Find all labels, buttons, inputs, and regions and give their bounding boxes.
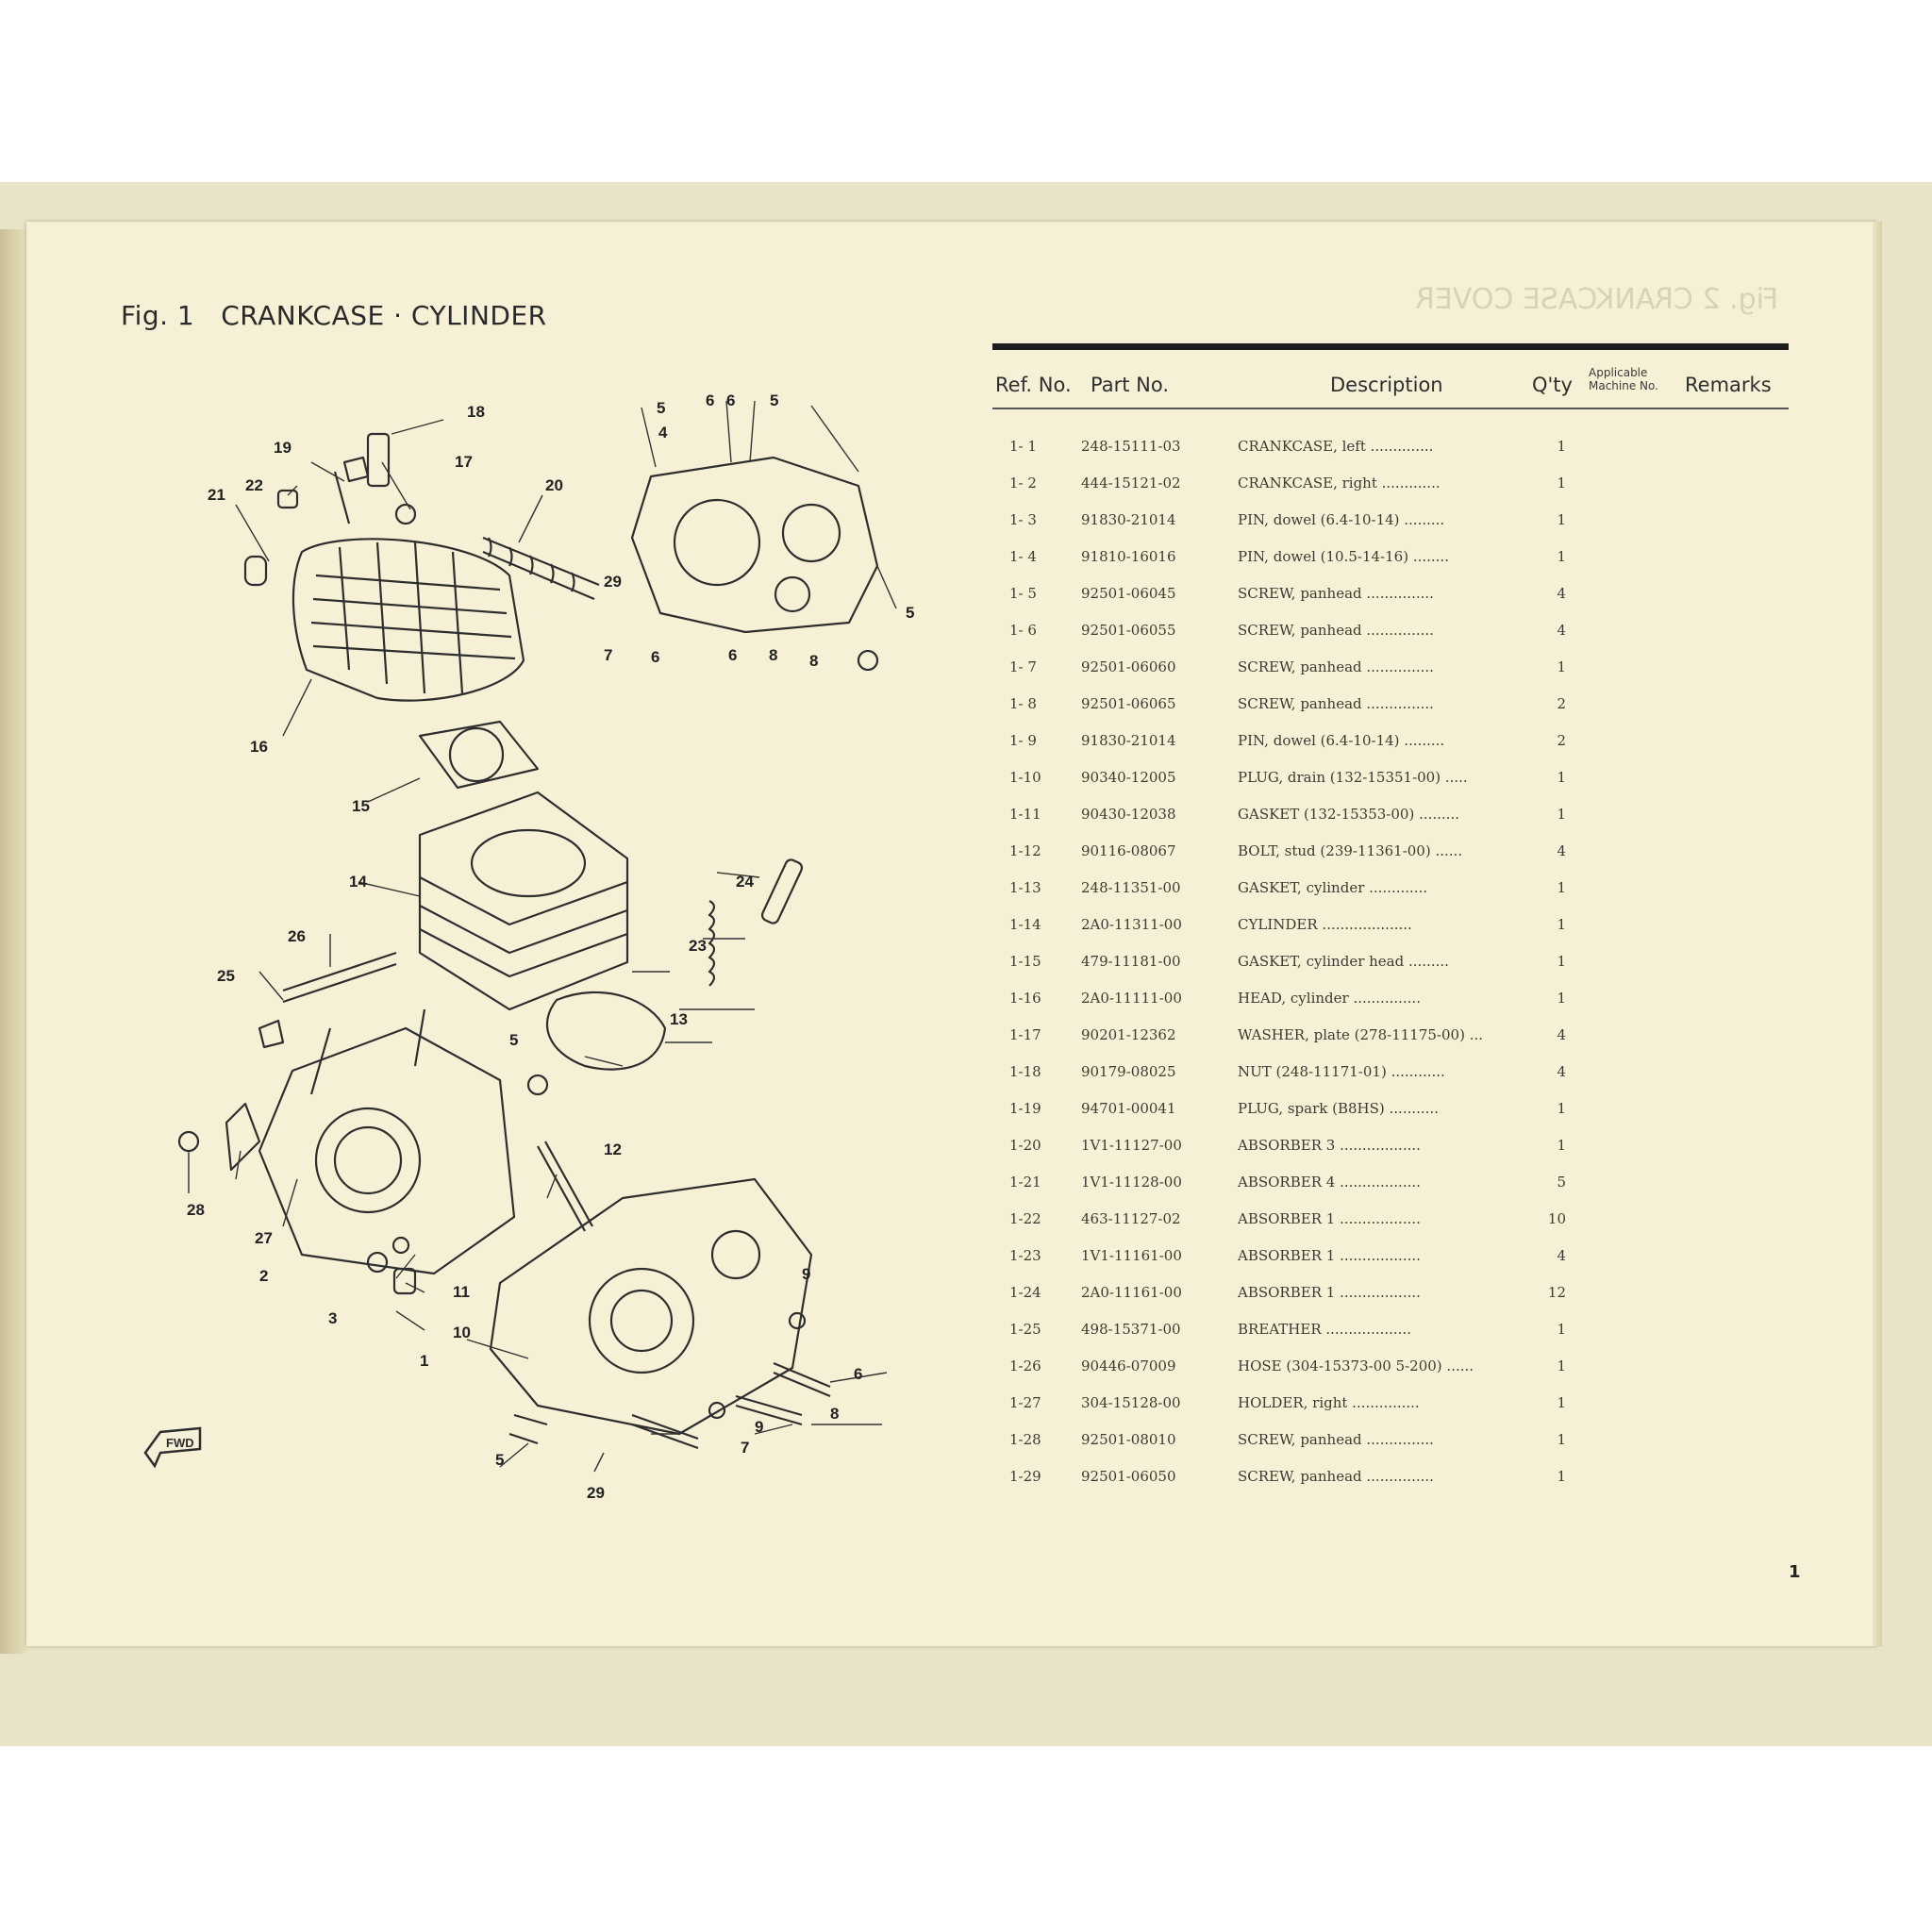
qty-cell: 1 <box>1557 1468 1566 1485</box>
header-part-no: Part No. <box>1091 374 1169 396</box>
table-row <box>1000 1321 1566 1349</box>
table-row <box>1000 806 1566 834</box>
table-row <box>1000 1210 1566 1239</box>
ref-no-cell: 1- 7 <box>1009 658 1037 675</box>
table-top-rule <box>992 343 1789 350</box>
part-no-cell: 92501-06060 <box>1081 658 1176 675</box>
qty-cell: 1 <box>1557 806 1566 823</box>
svg-text:10: 10 <box>453 1324 471 1341</box>
qty-cell: 5 <box>1557 1174 1566 1191</box>
ref-no-cell: 1-27 <box>1009 1394 1041 1411</box>
part-no-cell: 91830-21014 <box>1081 511 1176 528</box>
part-no-cell: 92501-06050 <box>1081 1468 1176 1485</box>
qty-cell: 1 <box>1557 1137 1566 1154</box>
description-cell: BREATHER ................... <box>1238 1321 1411 1338</box>
part-no-cell: 248-11351-00 <box>1081 879 1181 896</box>
description-cell: PIN, dowel (6.4-10-14) ......... <box>1238 511 1445 528</box>
description-cell: BOLT, stud (239-11361-00) ...... <box>1238 842 1463 859</box>
qty-cell: 2 <box>1557 732 1566 749</box>
svg-text:8: 8 <box>809 652 819 670</box>
part-no-cell: 463-11127-02 <box>1081 1210 1181 1227</box>
table-row <box>1000 1063 1566 1091</box>
table-row <box>1000 879 1566 908</box>
ref-no-cell: 1-13 <box>1009 879 1041 896</box>
qty-cell: 4 <box>1557 1247 1566 1264</box>
qty-cell: 1 <box>1557 658 1566 675</box>
table-row <box>1000 990 1566 1018</box>
svg-text:19: 19 <box>274 439 291 457</box>
ref-no-cell: 1-14 <box>1009 916 1041 933</box>
svg-text:5: 5 <box>657 399 666 417</box>
ref-no-cell: 1- 3 <box>1009 511 1037 528</box>
svg-text:9: 9 <box>802 1265 811 1283</box>
table-row <box>1000 1100 1566 1128</box>
description-cell: ABSORBER 3 .................. <box>1238 1137 1421 1154</box>
svg-text:5: 5 <box>495 1451 505 1469</box>
svg-text:20: 20 <box>545 476 563 494</box>
description-cell: SCREW, panhead ............... <box>1238 1468 1434 1485</box>
svg-text:17: 17 <box>455 453 473 471</box>
ref-no-cell: 1-18 <box>1009 1063 1041 1080</box>
svg-text:6: 6 <box>728 646 738 664</box>
header-qty: Q'ty <box>1532 374 1573 396</box>
ref-no-cell: 1- 6 <box>1009 622 1037 639</box>
svg-text:12: 12 <box>604 1141 622 1158</box>
part-no-cell: 90201-12362 <box>1081 1026 1176 1043</box>
qty-cell: 1 <box>1557 990 1566 1007</box>
table-row <box>1000 695 1566 724</box>
qty-cell: 1 <box>1557 548 1566 565</box>
part-no-cell: 1V1-11127-00 <box>1081 1137 1182 1154</box>
ref-no-cell: 1-25 <box>1009 1321 1041 1338</box>
qty-cell: 1 <box>1557 438 1566 455</box>
svg-text:6: 6 <box>854 1365 863 1383</box>
svg-text:18: 18 <box>467 403 485 421</box>
part-no-cell: 1V1-11161-00 <box>1081 1247 1182 1264</box>
qty-cell: 2 <box>1557 695 1566 712</box>
table-row <box>1000 511 1566 540</box>
description-cell: ABSORBER 1 .................. <box>1238 1247 1421 1264</box>
ref-no-cell: 1-10 <box>1009 769 1041 786</box>
table-row <box>1000 1174 1566 1202</box>
qty-cell: 1 <box>1557 1357 1566 1374</box>
header-description: Description <box>1330 374 1443 396</box>
svg-text:5: 5 <box>509 1031 519 1049</box>
ref-no-cell: 1-24 <box>1009 1284 1041 1301</box>
show-through-heading: Fig. 2 CRANKCASE COVER <box>1415 283 1779 316</box>
svg-text:27: 27 <box>255 1229 273 1247</box>
table-row <box>1000 438 1566 466</box>
svg-text:2: 2 <box>259 1267 269 1285</box>
qty-cell: 1 <box>1557 475 1566 491</box>
svg-text:29: 29 <box>604 573 622 591</box>
description-cell: SCREW, panhead ............... <box>1238 695 1434 712</box>
part-no-cell: 92501-06045 <box>1081 585 1176 602</box>
figure-number: Fig. 1 <box>121 300 195 331</box>
part-no-cell: 92501-08010 <box>1081 1431 1176 1448</box>
part-no-cell: 94701-00041 <box>1081 1100 1176 1117</box>
table-row <box>1000 1394 1566 1423</box>
table-row <box>1000 916 1566 944</box>
description-cell: PIN, dowel (6.4-10-14) ......... <box>1238 732 1445 749</box>
ref-no-cell: 1-21 <box>1009 1174 1041 1191</box>
table-row <box>1000 548 1566 576</box>
header-applicable-machine: Applicable Machine No. <box>1589 366 1658 392</box>
cylinder-head-drawing <box>293 539 524 700</box>
table-row <box>1000 732 1566 760</box>
part-no-cell: 248-15111-03 <box>1081 438 1181 455</box>
part-no-cell: 1V1-11128-00 <box>1081 1174 1182 1191</box>
table-row <box>1000 842 1566 871</box>
description-cell: SCREW, panhead ............... <box>1238 1431 1434 1448</box>
svg-text:22: 22 <box>245 476 263 494</box>
part-no-cell: 91830-21014 <box>1081 732 1176 749</box>
part-no-cell: 92501-06055 <box>1081 622 1176 639</box>
svg-text:4: 4 <box>658 424 668 441</box>
svg-text:29: 29 <box>587 1484 605 1502</box>
part-no-cell: 90430-12038 <box>1081 806 1176 823</box>
svg-text:7: 7 <box>604 646 613 664</box>
svg-text:14: 14 <box>349 873 367 891</box>
description-cell: HEAD, cylinder ............... <box>1238 990 1421 1007</box>
description-cell: NUT (248-11171-01) ............ <box>1238 1063 1445 1080</box>
part-no-cell: 90116-08067 <box>1081 842 1176 859</box>
svg-text:24: 24 <box>736 873 754 891</box>
header-remarks: Remarks <box>1685 374 1772 396</box>
ref-no-cell: 1- 2 <box>1009 475 1037 491</box>
qty-cell: 4 <box>1557 1026 1566 1043</box>
description-cell: WASHER, plate (278-11175-00) ... <box>1238 1026 1484 1043</box>
svg-text:8: 8 <box>830 1405 840 1423</box>
description-cell: HOSE (304-15373-00 5-200) ...... <box>1238 1357 1474 1374</box>
qty-cell: 1 <box>1557 1394 1566 1411</box>
description-cell: ABSORBER 1 .................. <box>1238 1284 1421 1301</box>
table-header-rule <box>992 408 1789 409</box>
qty-cell: 1 <box>1557 1100 1566 1117</box>
svg-text:21: 21 <box>208 486 225 504</box>
ref-no-cell: 1- 4 <box>1009 548 1037 565</box>
qty-cell: 1 <box>1557 769 1566 786</box>
svg-text:3: 3 <box>328 1309 338 1327</box>
ref-no-cell: 1-19 <box>1009 1100 1041 1117</box>
table-row <box>1000 1026 1566 1055</box>
exploded-parts-diagram <box>94 349 924 1528</box>
svg-text:25: 25 <box>217 967 235 985</box>
qty-cell: 4 <box>1557 1063 1566 1080</box>
svg-text:15: 15 <box>352 797 370 815</box>
table-row <box>1000 1431 1566 1459</box>
part-no-cell: 90179-08025 <box>1081 1063 1176 1080</box>
figure-name: CRANKCASE · CYLINDER <box>221 300 547 331</box>
ref-no-cell: 1-20 <box>1009 1137 1041 1154</box>
table-row <box>1000 585 1566 613</box>
svg-text:16: 16 <box>250 738 268 756</box>
part-no-cell: 498-15371-00 <box>1081 1321 1181 1338</box>
ref-no-cell: 1-29 <box>1009 1468 1041 1485</box>
description-cell: CRANKCASE, right ............. <box>1238 475 1441 491</box>
part-no-cell: 91810-16016 <box>1081 548 1176 565</box>
part-no-cell: 304-15128-00 <box>1081 1394 1181 1411</box>
ref-no-cell: 1-28 <box>1009 1431 1041 1448</box>
table-row <box>1000 1357 1566 1386</box>
svg-text:FWD: FWD <box>166 1436 194 1450</box>
svg-text:5: 5 <box>906 604 915 622</box>
ref-no-cell: 1-22 <box>1009 1210 1041 1227</box>
table-row <box>1000 1137 1566 1165</box>
table-row <box>1000 953 1566 981</box>
qty-cell: 4 <box>1557 842 1566 859</box>
ref-no-cell: 1- 9 <box>1009 732 1037 749</box>
description-cell: ABSORBER 1 .................. <box>1238 1210 1421 1227</box>
part-no-cell: 2A0-11111-00 <box>1081 990 1182 1007</box>
description-cell: CRANKCASE, left .............. <box>1238 438 1434 455</box>
svg-text:8: 8 <box>769 646 778 664</box>
qty-cell: 1 <box>1557 1321 1566 1338</box>
ref-no-cell: 1-17 <box>1009 1026 1041 1043</box>
svg-text:9: 9 <box>755 1418 764 1436</box>
table-row <box>1000 769 1566 797</box>
description-cell: ABSORBER 4 .................. <box>1238 1174 1421 1191</box>
svg-text:28: 28 <box>187 1201 205 1219</box>
ref-no-cell: 1-12 <box>1009 842 1041 859</box>
forward-direction-icon <box>142 1423 208 1470</box>
description-cell: GASKET, cylinder head ......... <box>1238 953 1449 970</box>
svg-text:6: 6 <box>706 391 715 409</box>
part-no-cell: 444-15121-02 <box>1081 475 1181 491</box>
header-ref-no: Ref. No. <box>995 374 1072 396</box>
part-no-cell: 2A0-11161-00 <box>1081 1284 1182 1301</box>
part-no-cell: 90446-07009 <box>1081 1357 1176 1374</box>
ref-no-cell: 1- 5 <box>1009 585 1037 602</box>
description-cell: PIN, dowel (10.5-14-16) ........ <box>1238 548 1449 565</box>
qty-cell: 4 <box>1557 585 1566 602</box>
description-cell: CYLINDER .................... <box>1238 916 1412 933</box>
svg-text:1: 1 <box>420 1352 429 1370</box>
qty-cell: 1 <box>1557 879 1566 896</box>
description-cell: GASKET (132-15353-00) ......... <box>1238 806 1459 823</box>
table-row <box>1000 658 1566 687</box>
part-no-cell: 90340-12005 <box>1081 769 1176 786</box>
table-row <box>1000 1247 1566 1275</box>
svg-text:26: 26 <box>288 927 306 945</box>
svg-text:6: 6 <box>726 391 736 409</box>
svg-text:5: 5 <box>770 391 779 409</box>
part-no-cell: 479-11181-00 <box>1081 953 1181 970</box>
description-cell: SCREW, panhead ............... <box>1238 622 1434 639</box>
table-row <box>1000 622 1566 650</box>
part-no-cell: 2A0-11311-00 <box>1081 916 1182 933</box>
description-cell: PLUG, spark (B8HS) ........... <box>1238 1100 1439 1117</box>
description-cell: GASKET, cylinder ............. <box>1238 879 1428 896</box>
table-row <box>1000 1468 1566 1496</box>
description-cell: SCREW, panhead ............... <box>1238 658 1434 675</box>
ref-no-cell: 1-11 <box>1009 806 1041 823</box>
ref-no-cell: 1-15 <box>1009 953 1041 970</box>
svg-text:13: 13 <box>670 1010 688 1028</box>
table-row <box>1000 475 1566 503</box>
ref-no-cell: 1-26 <box>1009 1357 1041 1374</box>
figure-title <box>121 300 547 331</box>
qty-cell: 10 <box>1547 1210 1566 1227</box>
qty-cell: 1 <box>1557 916 1566 933</box>
svg-text:7: 7 <box>741 1439 750 1457</box>
page-edge-right <box>1873 222 1882 1646</box>
page-number: 1 <box>1789 1562 1801 1582</box>
description-cell: HOLDER, right ............... <box>1238 1394 1420 1411</box>
qty-cell: 1 <box>1557 953 1566 970</box>
description-cell: SCREW, panhead ............... <box>1238 585 1434 602</box>
qty-cell: 12 <box>1547 1284 1566 1301</box>
svg-text:11: 11 <box>453 1283 470 1301</box>
ref-no-cell: 1- 8 <box>1009 695 1037 712</box>
description-cell: PLUG, drain (132-15351-00) ..... <box>1238 769 1468 786</box>
qty-cell: 4 <box>1557 622 1566 639</box>
svg-text:23: 23 <box>689 937 707 955</box>
svg-text:6: 6 <box>651 648 660 666</box>
ref-no-cell: 1-23 <box>1009 1247 1041 1264</box>
part-no-cell: 92501-06065 <box>1081 695 1176 712</box>
ref-no-cell: 1-16 <box>1009 990 1041 1007</box>
qty-cell: 1 <box>1557 511 1566 528</box>
table-row <box>1000 1284 1566 1312</box>
ref-no-cell: 1- 1 <box>1009 438 1037 455</box>
qty-cell: 1 <box>1557 1431 1566 1448</box>
